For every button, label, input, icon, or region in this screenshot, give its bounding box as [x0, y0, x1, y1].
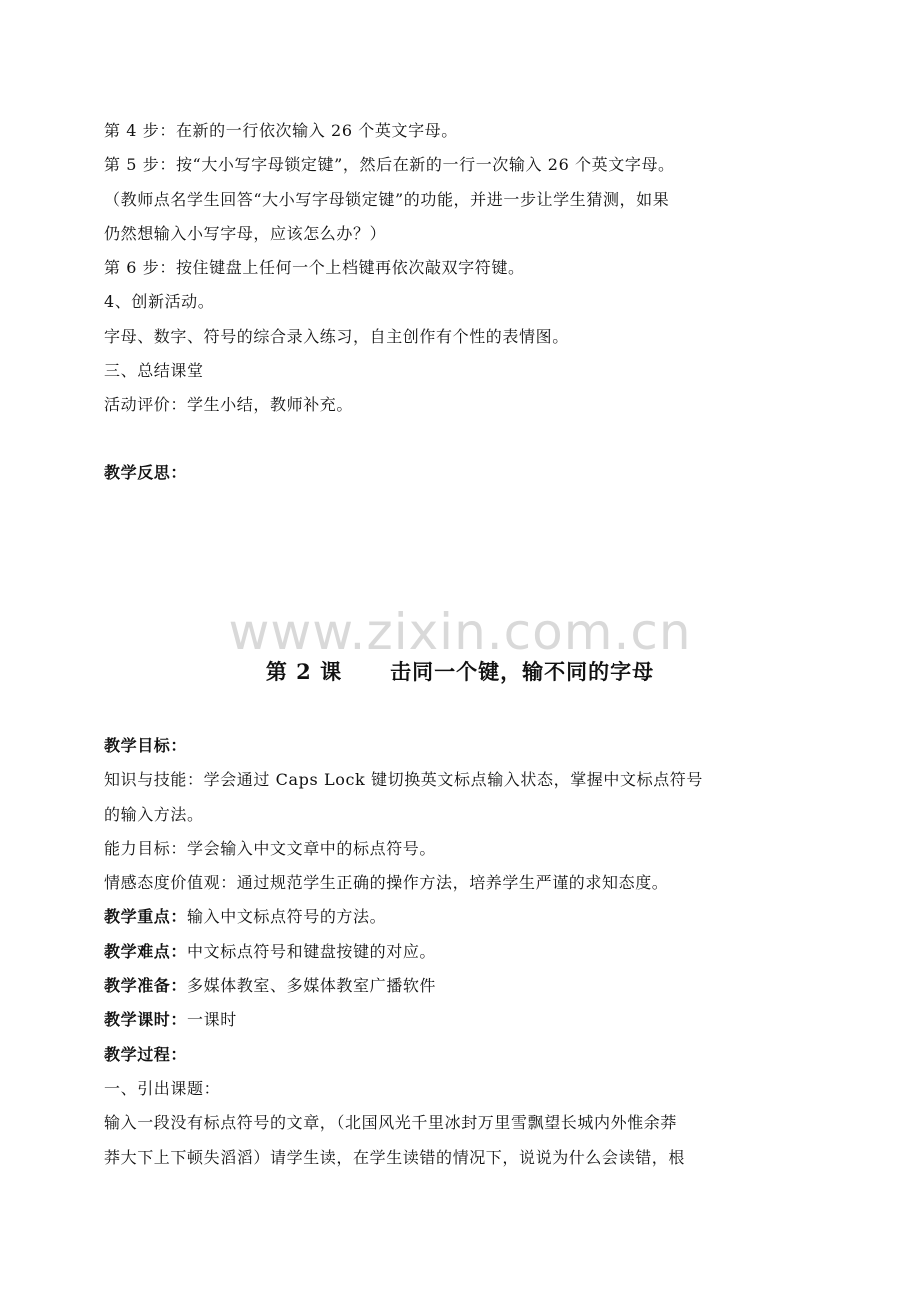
- step-5-line: 第 5 步：按“大小写字母锁定键”，然后在新的一行一次输入 26 个英文字母。: [104, 155, 675, 175]
- lesson-name: 击同一个键，输不同的字母: [390, 659, 655, 684]
- intro-paragraph-line-1: 输入一段没有标点符号的文章，（北国风光千里冰封万里雪飘望长城内外惟余莽: [104, 1113, 678, 1133]
- preparation-row: [104, 969, 760, 1003]
- difficulty-label: 教学难点：: [104, 941, 188, 961]
- objectives-label: 教学目标：: [104, 736, 188, 755]
- intro-paragraph-line-2: 莽大下上下顿失滔滔）请学生读，在学生读错的情况下，说说为什么会读错，根: [104, 1147, 686, 1167]
- lesson-title: [0, 656, 920, 686]
- lesson-number: 第 2 课: [265, 659, 343, 684]
- preparation-text: 多媒体教室、多媒体教室广播软件: [187, 976, 437, 996]
- difficulty-row: [104, 935, 760, 969]
- emotion-values-objective: 情感态度价值观：通过规范学生正确的操作方法，培养学生严谨的求知态度。: [104, 873, 669, 893]
- key-points-text: 输入中文标点符号的方法。: [187, 907, 387, 927]
- step-6-line: 第 6 步：按住键盘上任何一个上档键再依次敲双字符键。: [104, 258, 525, 278]
- lesson-steps-section: [104, 114, 760, 423]
- summary-heading: 三、总结课堂: [104, 361, 204, 381]
- reflection-section: [104, 456, 760, 490]
- difficulty-text: 中文标点符号和键盘按键的对应。: [187, 941, 437, 961]
- process-label: 教学过程：: [104, 1044, 188, 1064]
- intro-heading: 一、引出课题：: [104, 1078, 221, 1098]
- ability-objective: 能力目标：学会输入中文文章中的标点符号。: [104, 838, 437, 858]
- teacher-question-line-1: （教师点名学生回答“大小写字母锁定键”的功能，并进一步让学生猜测，如果: [104, 189, 670, 209]
- creative-activity-heading: 4、创新活动。: [104, 292, 215, 312]
- site-watermark: www.zixin.com.cn: [228, 603, 692, 661]
- reflection-label: 教学反思：: [104, 463, 188, 482]
- class-hours-row: [104, 1003, 760, 1037]
- preparation-label: 教学准备：: [104, 976, 188, 996]
- creative-activity-text: 字母、数字、符号的综合录入练习，自主创作有个性的表情图。: [104, 326, 569, 346]
- knowledge-skills-line-1: 知识与技能：学会通过 Caps Lock 键切换英文标点输入状态，掌握中文标点符号: [104, 770, 704, 790]
- class-hours-text: 一课时: [187, 1010, 237, 1030]
- teacher-question-line-2: 仍然想输入小写字母，应该怎么办？）: [104, 223, 387, 243]
- lesson-plan-section: [104, 729, 760, 1175]
- class-hours-label: 教学课时：: [104, 1010, 188, 1030]
- key-points-label: 教学重点：: [104, 907, 188, 927]
- key-points-row: [104, 900, 760, 934]
- step-4-line: 第 4 步：在新的一行依次输入 26 个英文字母。: [104, 121, 458, 140]
- activity-evaluation-text: 活动评价：学生小结，教师补充。: [104, 395, 354, 415]
- knowledge-skills-line-2: 的输入方法。: [104, 804, 204, 824]
